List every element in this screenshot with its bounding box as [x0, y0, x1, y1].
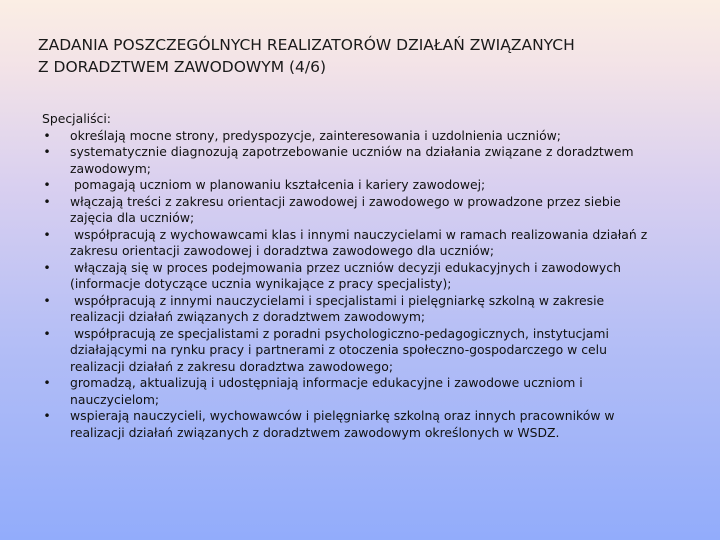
- list-item: [42, 408, 682, 441]
- bullet-icon: •: [43, 259, 51, 275]
- bullet-list: [42, 128, 682, 442]
- bullet-icon: •: [43, 226, 51, 242]
- list-item-text: współpracują ze specjalistami z poradni psychologiczno-pedagogicznych, instytucjami: [70, 325, 609, 341]
- bullet-icon: •: [43, 292, 51, 308]
- slide-content: [42, 111, 682, 441]
- slide-title-line-2: Z DORADZTWEM ZAWODOWYM (4/6): [38, 58, 327, 76]
- list-item-text: realizacji działań związanych z doradztwem zawodowym określonych w WSDZ.: [70, 424, 560, 440]
- list-item-text: realizacji działań związanych z doradztwem zawodowym;: [70, 309, 426, 324]
- list-item-text: zajęcia dla uczniów;: [70, 210, 195, 225]
- list-item: [42, 260, 682, 293]
- list-item-text: gromadzą, aktualizują i udostępniają informacje edukacyjne i zawodowe uczniom i: [70, 375, 583, 390]
- list-item-text: (informacje dotyczące ucznia wynikające z pracy specjalisty);: [70, 276, 452, 291]
- bullet-icon: •: [43, 127, 51, 143]
- bullet-icon: •: [43, 144, 51, 159]
- list-item-text: wspierają nauczycieli, wychowawców i pielęgniarkę szkolną oraz innych pracowników w: [70, 408, 615, 423]
- list-item-text: systematycznie diagnozują zapotrzebowanie uczniów na działania związane z doradztwem: [70, 144, 634, 159]
- list-item-text: pomagają uczniom w planowaniu kształcenia i kariery zawodowej;: [70, 177, 486, 192]
- bullet-icon: •: [43, 177, 51, 192]
- list-item: [42, 375, 682, 408]
- bullet-icon: •: [43, 408, 51, 423]
- list-item: [42, 326, 682, 376]
- slide-title-line-1: ZADANIA POSZCZEGÓLNYCH REALIZATORÓW DZIAŁAŃ ZWIĄZANYCH: [38, 36, 575, 54]
- list-item-text: nauczycielom;: [70, 391, 160, 407]
- list-item-text: określają mocne strony, predyspozycje, zainteresowania i uzdolnienia uczniów;: [70, 127, 561, 143]
- list-item: [42, 177, 682, 194]
- bullet-icon: •: [43, 325, 51, 341]
- list-item-text: zawodowym;: [70, 160, 151, 176]
- list-item-text: działającymi na rynku pracy i partnerami z otoczenia społeczno-gospodarczego w celu: [70, 342, 607, 357]
- list-item-text: realizacji działań z zakresu doradztwa zawodowego;: [70, 358, 394, 374]
- list-item: [42, 128, 682, 145]
- list-item-text: włączają treści z zakresu orientacji zawodowej i zawodowego w prowadzone przez siebie: [70, 193, 621, 209]
- list-item: [42, 293, 682, 326]
- list-item-text: współpracują z innymi nauczycielami i specjalistami i pielęgniarkę szkolną w zakresie: [70, 292, 605, 308]
- list-item: [42, 194, 682, 227]
- list-item: [42, 144, 682, 177]
- list-item-text: współpracują z wychowawcami klas i innymi nauczycielami w ramach realizowania działań z: [70, 226, 648, 242]
- bullet-icon: •: [43, 375, 51, 390]
- section-heading: Specjaliści:: [42, 111, 111, 126]
- list-item: [42, 227, 682, 260]
- list-item-text: zakresu orientacji zawodowej i doradztwa zawodowego dla uczniów;: [70, 243, 495, 258]
- bullet-icon: •: [43, 193, 51, 209]
- slide-title: [38, 34, 688, 78]
- list-item-text: włączają się w proces podejmowania przez uczniów decyzji edukacyjnych i zawodowych: [70, 259, 621, 275]
